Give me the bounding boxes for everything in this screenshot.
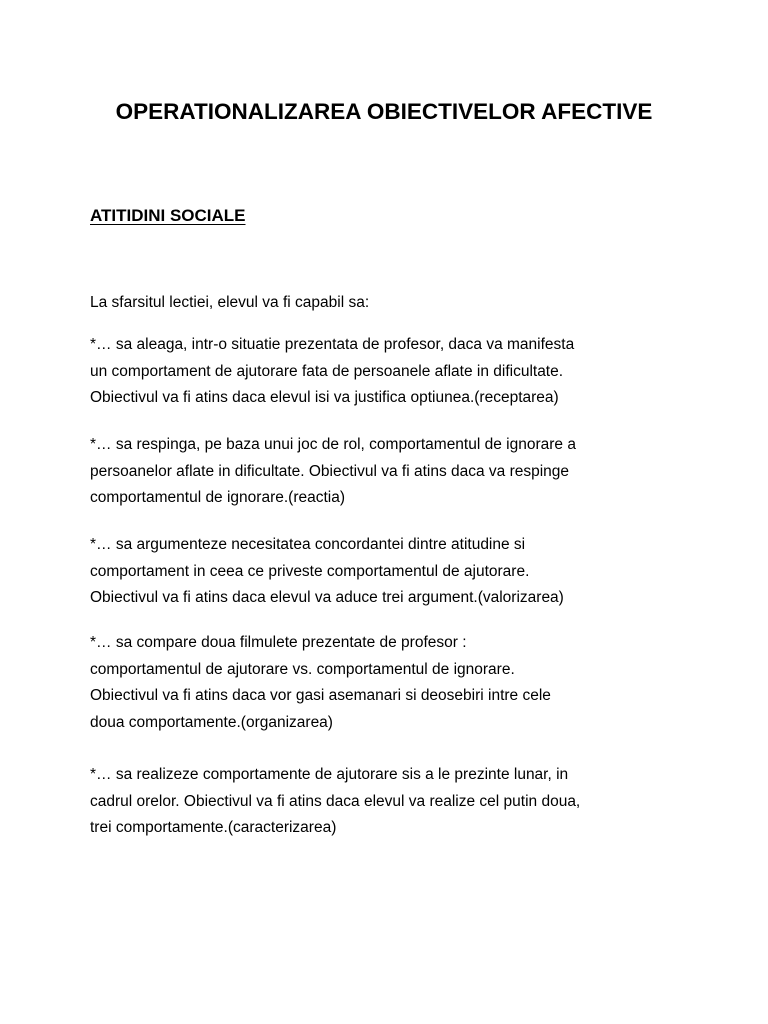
- paragraph-line: cadrul orelor. Obiectivul va fi atins daca elevul va realize cel putin doua,: [90, 792, 581, 810]
- paragraph-line: *… sa argumenteze necesitatea concordantei dintre atitudine si: [90, 536, 526, 553]
- paragraph-line: persoanelor aflate in dificultate. Obiectivul va fi atins daca va respinge: [90, 462, 570, 480]
- paragraph-line: Obiectivul va fi atins daca elevul isi va justifica optiunea.(receptarea): [90, 389, 559, 406]
- paragraph-line: *… sa aleaga, intr-o situatie prezentata de profesor, daca va manifesta: [90, 336, 575, 353]
- paragraph-line: *… sa realizeze comportamente de ajutorare sis a le prezinte lunar, in: [90, 766, 569, 783]
- objective-paragraph-receptarea: [90, 332, 690, 412]
- paragraph-line: Obiectivul va fi atins daca elevul va aduce trei argument.(valorizarea): [90, 589, 564, 606]
- paragraph-line: *… sa compare doua filmulete prezentate de profesor :: [90, 634, 467, 651]
- objective-paragraph-organizarea: [90, 630, 690, 736]
- objective-paragraph-caracterizarea: [90, 762, 690, 842]
- paragraph-line: doua comportamente.(organizarea): [90, 713, 333, 731]
- paragraph-line: comportamentul de ajutorare vs. comportamentul de ignorare.: [90, 660, 515, 678]
- section-heading: ATITIDINI SOCIALE: [90, 206, 246, 225]
- page-title: OPERATIONALIZAREA OBIECTIVELOR AFECTIVE: [115, 99, 653, 124]
- paragraph-line: Obiectivul va fi atins daca vor gasi asemanari si deosebiri intre cele: [90, 687, 551, 704]
- intro-paragraph: La sfarsitul lectiei, elevul va fi capabil sa:: [90, 294, 370, 311]
- paragraph-line: comportamentul de ignorare.(reactia): [90, 489, 346, 506]
- paragraph-line: *… sa respinga, pe baza unui joc de rol, comportamentul de ignorare a: [90, 436, 576, 453]
- paragraph-line: trei comportamente.(caracterizarea): [90, 819, 337, 836]
- objective-paragraph-reactia: [90, 432, 690, 512]
- paragraph-line: comportament in ceea ce priveste comportamentul de ajutorare.: [90, 562, 530, 580]
- objective-paragraph-valorizarea: [90, 532, 690, 612]
- paragraph-line: un comportament de ajutorare fata de persoanele aflate in dificultate.: [90, 362, 564, 380]
